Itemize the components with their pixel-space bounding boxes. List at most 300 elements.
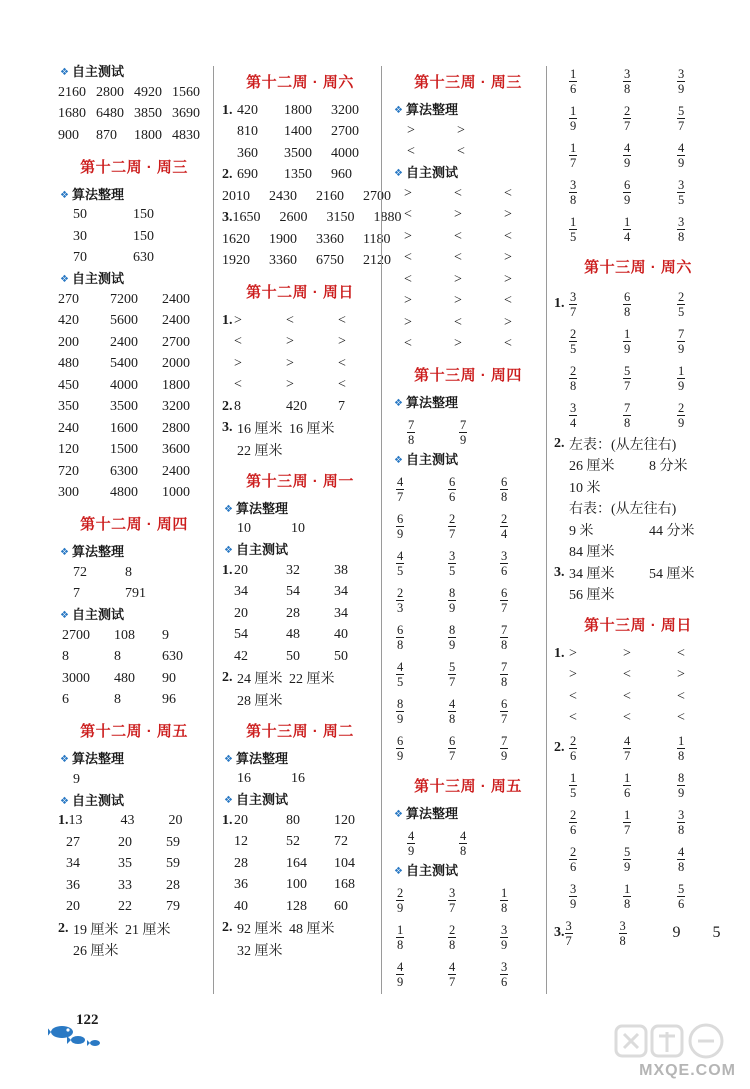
- numerator: 4: [678, 845, 685, 859]
- answer-cell: [569, 455, 649, 475]
- denominator: 9: [624, 193, 631, 207]
- answer-cell: [448, 547, 500, 578]
- answer-value: 1400: [284, 124, 312, 140]
- answer-cell: [331, 124, 378, 140]
- answer-cell: [58, 85, 96, 101]
- answer-cell: [334, 877, 378, 893]
- denominator: 9: [449, 638, 456, 652]
- numerator: 6: [624, 178, 631, 192]
- fraction: [677, 735, 685, 763]
- answer-row: [554, 665, 722, 687]
- answer-cell: [222, 189, 269, 205]
- answer-cell: [454, 186, 504, 202]
- answer-cell: [500, 473, 544, 504]
- numerator: 8: [449, 623, 456, 637]
- answer-cell: [114, 628, 162, 644]
- denominator: 8: [678, 749, 685, 763]
- answer-value: 120: [58, 442, 79, 458]
- answer-cell: [404, 315, 454, 331]
- answer-cell: [58, 335, 110, 351]
- answer-row: [58, 584, 210, 606]
- answer-value: 8 分米: [649, 459, 688, 475]
- answer-cell: [623, 732, 677, 763]
- answer-cell: [396, 510, 448, 541]
- answer-cell: [334, 606, 378, 622]
- answer-value: <: [677, 710, 685, 726]
- answer-row: [222, 229, 391, 251]
- answer-value: 33: [118, 877, 132, 893]
- answer-row: [392, 205, 544, 227]
- answer-row: [392, 120, 544, 142]
- answer-cell: [237, 521, 291, 537]
- answer-cell: [289, 668, 337, 688]
- answer-value: 34 厘米: [569, 566, 615, 582]
- answer-cell: [162, 399, 210, 415]
- answer-row: [58, 668, 210, 690]
- answer-cell: [316, 253, 363, 269]
- diamond-bullet-icon: ❖: [60, 754, 69, 765]
- denominator: 8: [460, 844, 467, 858]
- numerator: 6: [501, 586, 508, 600]
- subsection-label: 算法整理: [235, 500, 288, 516]
- fraction: [500, 587, 508, 615]
- answer-cell: [234, 877, 286, 893]
- answer-cell: [269, 253, 316, 269]
- fraction: [623, 142, 631, 170]
- answer-value: 3600: [162, 442, 190, 458]
- answer-row: [58, 562, 210, 584]
- answer-value: 3850: [134, 106, 162, 122]
- answer-value: 1800: [284, 102, 312, 118]
- denominator: 9: [678, 342, 685, 356]
- answer-cell: [454, 315, 504, 331]
- answer-cell: [713, 924, 750, 942]
- answer-row: [58, 248, 210, 270]
- denominator: 9: [397, 712, 404, 726]
- answer-value: 168: [334, 877, 355, 893]
- answer-value: <: [338, 312, 346, 328]
- answer-value: 38: [334, 562, 348, 578]
- subsection-heading: [60, 185, 210, 205]
- answer-cell: [234, 399, 286, 415]
- answer-cell: [454, 336, 504, 352]
- answer-row: [392, 248, 544, 270]
- denominator: 9: [397, 749, 404, 763]
- page-number: 122: [76, 1012, 99, 1028]
- numerator: 1: [678, 364, 685, 378]
- answer-cell: [118, 835, 166, 851]
- answer-value: 164: [286, 855, 307, 871]
- answer-cell: [169, 813, 213, 829]
- answer-row: [554, 359, 722, 396]
- answer-row: [58, 418, 210, 440]
- answer-cell: [286, 377, 338, 393]
- answer-cell: [649, 455, 709, 475]
- answer-value: 3150: [326, 210, 355, 226]
- numerator: 2: [570, 808, 577, 822]
- section-title: 第十二周 · 周四: [80, 516, 188, 533]
- answer-cell: [396, 958, 448, 989]
- numerator: 2: [570, 845, 577, 859]
- fraction: [569, 142, 577, 170]
- answer-value: 2430: [269, 188, 297, 204]
- numerator: 3: [678, 67, 685, 81]
- answer-cell: [623, 139, 677, 170]
- answer-section: [58, 147, 210, 505]
- denominator: 9: [460, 433, 467, 447]
- answer-cell: [404, 186, 454, 202]
- numerator: 3: [501, 960, 508, 974]
- answer-cell: [454, 293, 504, 309]
- answer-value: 20: [234, 605, 248, 621]
- answer-cell: [286, 649, 334, 665]
- answer-cell: [110, 399, 162, 415]
- denominator: 8: [501, 675, 508, 689]
- denominator: 9: [397, 975, 404, 989]
- answer-value: 96: [162, 692, 176, 708]
- answer-cell: [286, 877, 334, 893]
- answer-cell: [623, 769, 677, 800]
- denominator: 6: [678, 897, 685, 911]
- numerator: 1: [624, 808, 631, 822]
- answer-value: 52: [286, 834, 300, 850]
- answer-value: 左表：(从左往右): [569, 437, 677, 453]
- answer-value: 6750: [316, 253, 344, 269]
- fraction: [569, 105, 577, 133]
- fraction: [677, 365, 685, 393]
- answer-value: 3200: [162, 399, 190, 415]
- fraction: [500, 550, 508, 578]
- denominator: 9: [501, 749, 508, 763]
- answer-value: 48 厘米: [289, 922, 335, 938]
- answer-row: [222, 810, 378, 832]
- answer-value: >: [677, 667, 685, 683]
- numerator: 5: [449, 660, 456, 674]
- answer-cell: [569, 732, 623, 763]
- answer-cell: [73, 772, 125, 788]
- answer-row: [554, 62, 722, 99]
- answer-value: <: [677, 645, 685, 661]
- answer-cell: [454, 207, 504, 223]
- answer-cell: [504, 229, 544, 245]
- subsection-label: 算法整理: [71, 751, 124, 766]
- answer-value: <: [404, 336, 412, 352]
- numerator: 1: [570, 67, 577, 81]
- denominator: 8: [570, 193, 577, 207]
- answer-cell: [338, 356, 378, 372]
- answer-cell: [234, 856, 286, 872]
- fraction: [448, 887, 456, 915]
- denominator: 5: [570, 230, 577, 244]
- diamond-bullet-icon: ❖: [60, 610, 69, 621]
- answer-cell: [623, 689, 677, 705]
- numerator: 6: [501, 475, 508, 489]
- answer-row: [554, 99, 722, 136]
- subsection-heading: [394, 393, 544, 413]
- answer-row: [222, 646, 378, 668]
- answer-cell: [286, 563, 334, 579]
- answer-value: 2400: [162, 291, 190, 307]
- answer-value: <: [504, 336, 512, 352]
- answer-cell: [569, 399, 623, 430]
- fraction: [500, 476, 508, 504]
- answer-value: 630: [162, 649, 183, 665]
- answer-row: [554, 476, 722, 498]
- denominator: 9: [449, 601, 456, 615]
- answer-value: <: [504, 185, 512, 201]
- numerator: 3: [619, 919, 626, 933]
- answer-cell: [396, 547, 448, 578]
- denominator: 4: [624, 230, 631, 244]
- answer-cell: [677, 667, 717, 683]
- answer-value: 480: [58, 356, 79, 372]
- numerator: 6: [501, 697, 508, 711]
- answer-cell: [504, 293, 544, 309]
- answer-row: [392, 618, 544, 655]
- answer-cell: [62, 628, 114, 644]
- answer-cell: [73, 250, 133, 266]
- answer-cell: [125, 586, 177, 602]
- numerator: 7: [501, 623, 508, 637]
- answer-value: 630: [133, 250, 154, 266]
- answer-cell: [73, 586, 125, 602]
- subsection-label: 自主测试: [71, 792, 124, 808]
- answer-value: 32 厘米: [237, 943, 283, 959]
- fraction: [565, 920, 573, 948]
- question-number: 1.: [554, 645, 565, 661]
- denominator: 7: [624, 823, 631, 837]
- answer-cell: [396, 732, 448, 763]
- fraction: [623, 179, 631, 207]
- fraction: [396, 887, 404, 915]
- denominator: 9: [570, 897, 577, 911]
- answer-cell: [234, 606, 286, 622]
- question-number: 1.: [222, 312, 233, 328]
- answer-row: [554, 285, 722, 322]
- answer-value: >: [454, 271, 462, 287]
- answer-row: [222, 560, 378, 582]
- answer-cell: [334, 856, 378, 872]
- numerator: 3: [678, 215, 685, 229]
- denominator: 9: [624, 860, 631, 874]
- answer-cell: [500, 584, 544, 615]
- answer-cell: [569, 325, 623, 356]
- answer-value: 6480: [96, 106, 124, 122]
- fraction: [459, 419, 467, 447]
- denominator: 4: [501, 527, 508, 541]
- diamond-bullet-icon: ❖: [394, 398, 403, 409]
- answer-row: [58, 832, 210, 854]
- answer-value: 2160: [316, 188, 344, 204]
- numerator: 1: [570, 141, 577, 155]
- answer-cell: [677, 646, 717, 662]
- answer-value: 100: [286, 877, 307, 893]
- answer-value: >: [454, 293, 462, 309]
- answer-value: <: [234, 377, 242, 393]
- answer-cell: [234, 334, 286, 350]
- answer-cell: [162, 628, 210, 644]
- subsection-label: 算法整理: [405, 102, 458, 117]
- answer-row: [554, 322, 722, 359]
- column-divider: [546, 66, 547, 994]
- answer-value: 5600: [110, 313, 138, 329]
- answer-cell: [286, 334, 338, 350]
- fraction: [677, 328, 685, 356]
- answer-row: [222, 519, 378, 541]
- answer-cell: [289, 918, 337, 938]
- question-number: 1.: [554, 295, 565, 311]
- subsection-heading: [60, 269, 210, 289]
- answer-cell: [396, 921, 448, 952]
- question-number: 2.: [58, 920, 69, 936]
- question-number: 2.: [222, 670, 233, 686]
- answer-cell: [396, 621, 448, 652]
- numerator: 2: [570, 734, 577, 748]
- answer-cell: [448, 510, 500, 541]
- answer-row: [554, 584, 722, 606]
- answer-cell: [58, 399, 110, 415]
- numerator: 4: [678, 141, 685, 155]
- answer-value: 1350: [284, 167, 312, 183]
- denominator: 7: [449, 675, 456, 689]
- answer-section: [554, 247, 722, 605]
- answer-value: 3200: [331, 102, 359, 118]
- numerator: 6: [397, 512, 404, 526]
- answer-value: >: [404, 228, 412, 244]
- answer-cell: [162, 356, 210, 372]
- answer-value: 59: [166, 856, 180, 872]
- denominator: 7: [678, 119, 685, 133]
- answer-cell: [677, 176, 717, 207]
- numerator: 3: [678, 808, 685, 822]
- numerator: 6: [397, 734, 404, 748]
- answer-cell: [286, 856, 334, 872]
- numerator: 1: [570, 104, 577, 118]
- answer-cell: [162, 335, 210, 351]
- denominator: 8: [678, 860, 685, 874]
- answer-cell: [114, 692, 162, 708]
- answer-cell: [66, 856, 118, 872]
- answer-row: [222, 603, 378, 625]
- answer-value: 22: [118, 899, 132, 915]
- fraction: [623, 735, 631, 763]
- subsection-heading: [394, 100, 544, 120]
- answer-value: 3500: [284, 145, 312, 161]
- answer-row: [554, 562, 722, 584]
- answer-cell: [569, 498, 676, 518]
- diamond-bullet-icon: ❖: [394, 168, 403, 179]
- answer-value: 810: [237, 124, 258, 140]
- answer-cell: [338, 399, 378, 415]
- fraction: [677, 402, 685, 430]
- answer-value: <: [407, 144, 415, 160]
- answer-value: <: [504, 293, 512, 309]
- answer-cell: [404, 293, 454, 309]
- denominator: 5: [570, 342, 577, 356]
- fraction: [623, 883, 631, 911]
- answer-cell: [110, 292, 162, 308]
- answer-cell: [237, 146, 284, 162]
- answer-value: 150: [133, 207, 154, 223]
- denominator: 9: [501, 938, 508, 952]
- answer-value: 60: [334, 898, 348, 914]
- answer-cell: [569, 563, 649, 583]
- answer-cell: [234, 627, 286, 643]
- answer-cell: [233, 210, 280, 226]
- answer-value: >: [569, 645, 577, 661]
- answer-cell: [448, 732, 500, 763]
- answer-cell: [234, 377, 286, 393]
- answer-value: 27: [66, 834, 80, 850]
- answer-cell: [234, 899, 286, 915]
- answer-value: 2800: [96, 84, 124, 100]
- answer-cell: [569, 646, 623, 662]
- answer-value: >: [504, 271, 512, 287]
- numerator: 5: [624, 845, 631, 859]
- numerator: 1: [624, 771, 631, 785]
- answer-value: <: [623, 688, 631, 704]
- answer-row: [222, 832, 378, 854]
- answer-cell: [66, 899, 118, 915]
- answer-row: [222, 582, 378, 604]
- answer-value: 2700: [363, 188, 391, 204]
- answer-value: 1180: [363, 231, 391, 247]
- denominator: 6: [501, 564, 508, 578]
- section-title: 第十三周 · 周一: [246, 472, 354, 490]
- fraction: [677, 883, 685, 911]
- denominator: 9: [624, 342, 631, 356]
- subsection-heading: [394, 861, 544, 881]
- numerator: 7: [460, 418, 467, 432]
- numerator: 2: [624, 104, 631, 118]
- answer-row: [222, 353, 378, 375]
- answer-value: <: [404, 271, 412, 287]
- numerator: 3: [501, 923, 508, 937]
- answer-section: [58, 711, 210, 961]
- fraction: [623, 328, 631, 356]
- answer-value: 22 厘米: [237, 443, 283, 459]
- denominator: 6: [570, 749, 577, 763]
- answer-cell: [286, 834, 334, 850]
- answer-value: 22 厘米: [289, 672, 335, 688]
- answer-value: 6: [62, 692, 69, 708]
- answer-cell: [623, 65, 677, 96]
- answer-row: [392, 881, 544, 918]
- denominator: 9: [624, 156, 631, 170]
- fraction: [500, 887, 508, 915]
- answer-row: [554, 433, 722, 455]
- answer-value: <: [504, 228, 512, 244]
- fraction: [448, 698, 456, 726]
- answer-value: 10 米: [569, 480, 601, 496]
- numerator: 2: [678, 401, 685, 415]
- answer-value: 36: [66, 877, 80, 893]
- numerator: 2: [449, 923, 456, 937]
- answer-section: [554, 62, 722, 247]
- answer-value: 4000: [110, 377, 138, 393]
- answer-cell: [96, 106, 134, 122]
- fraction: [677, 216, 685, 244]
- answer-cell: [58, 356, 110, 372]
- section-title: 第十二周 · 周六: [246, 74, 354, 91]
- denominator: 7: [565, 934, 572, 948]
- answer-cell: [172, 106, 210, 122]
- answer-cell: [134, 85, 172, 101]
- answer-cell: [58, 421, 110, 437]
- diamond-bullet-icon: ❖: [394, 105, 403, 116]
- answer-cell: [66, 878, 118, 894]
- column-1: [58, 62, 210, 961]
